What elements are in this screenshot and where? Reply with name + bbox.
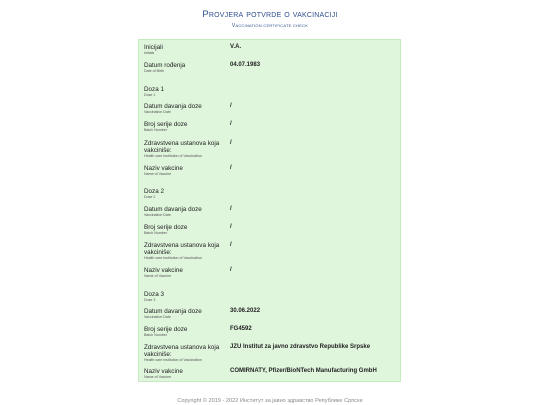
page-header [0, 0, 540, 29]
vaccine-sublabel: Name of Vaccine [144, 172, 172, 176]
initials-label: Inicijali [144, 44, 163, 51]
dose-2-vaccine-row [144, 267, 395, 279]
date-label: Datum davanja doze [144, 308, 202, 315]
batch-sublabel: Batch Number [144, 333, 167, 337]
institution-value: / [230, 140, 232, 146]
institution-value: JZU Institut za javno zdravstvo Republike Srpske [230, 344, 371, 350]
dose-1-institution-row [144, 140, 395, 159]
date-sublabel: Vaccination Date [144, 315, 171, 319]
initials-sublabel: Initials [144, 51, 155, 55]
date-label: Datum davanja doze [144, 103, 202, 110]
dob-sublabel: Date of Birth [144, 69, 164, 73]
vaccine-sublabel: Name of Vaccine [144, 375, 172, 379]
dose-3-batch-row [144, 326, 395, 338]
vaccine-value: COMIRNATY, Pfizer/BioNTech Manufacturing GmbH [230, 368, 377, 374]
dose-2-sublabel: Dose 2 [144, 195, 156, 199]
date-value: 30.06.2022 [230, 308, 261, 314]
initials-row [144, 44, 395, 56]
dose-3-sublabel: Dose 3 [144, 298, 156, 302]
dose-1-sublabel: Dose 1 [144, 93, 156, 97]
dose-1-vaccine-row [144, 165, 395, 177]
dose-3-heading [144, 291, 395, 303]
dose-3-date-row [144, 308, 395, 320]
batch-value: / [230, 224, 232, 230]
dose-1-batch-row [144, 121, 395, 133]
date-value: / [230, 206, 232, 212]
certificate-panel [138, 39, 401, 382]
vaccine-label: Naziv vakcine [144, 267, 183, 274]
footer-copyright: Copyright © 2019 - 2022 Институт за јавно здравство Републике Српске [177, 398, 363, 404]
institution-sublabel: Health care institution of Vaccination [144, 154, 202, 158]
dose-1-label: Doza 1 [144, 86, 164, 93]
vaccine-label: Naziv vakcine [144, 368, 183, 375]
dose-2-label: Doza 2 [144, 188, 164, 195]
institution-label: Zdravstvena ustanova koja vakciniše: [144, 140, 220, 154]
institution-value: / [230, 242, 232, 248]
dose-1-date-row [144, 103, 395, 115]
dose-1-heading [144, 86, 395, 98]
page-title: Provjera potvrde o vakcinaciji [202, 9, 338, 20]
batch-label: Broj serije doze [144, 326, 188, 333]
initials-value: V.A. [230, 44, 242, 50]
dose-2-date-row [144, 206, 395, 218]
batch-sublabel: Batch Number [144, 128, 167, 132]
date-sublabel: Vaccination Date [144, 213, 171, 217]
vaccine-value: / [230, 267, 232, 273]
dose-3-label: Doza 3 [144, 291, 164, 298]
batch-value: FG4592 [230, 326, 252, 332]
batch-value: / [230, 121, 232, 127]
institution-sublabel: Health care institution of Vaccination [144, 358, 202, 362]
dose-3-vaccine-row [144, 368, 395, 380]
batch-sublabel: Batch Number [144, 231, 167, 235]
dose-3-institution-row [144, 344, 395, 363]
date-value: / [230, 103, 232, 109]
vaccine-sublabel: Name of Vaccine [144, 274, 172, 278]
dose-2-heading [144, 188, 395, 200]
dob-row [144, 62, 395, 74]
institution-sublabel: Health care institution of Vaccination [144, 256, 202, 260]
institution-label: Zdravstvena ustanova koja vakciniše: [144, 242, 220, 256]
date-label: Datum davanja doze [144, 206, 202, 213]
vaccine-label: Naziv vakcine [144, 165, 183, 172]
batch-label: Broj serije doze [144, 121, 188, 128]
dob-label: Datum rođenja [144, 62, 186, 69]
dose-2-institution-row [144, 242, 395, 261]
vaccine-value: / [230, 165, 232, 171]
dob-value: 04.07.1983 [230, 62, 261, 68]
batch-label: Broj serije doze [144, 224, 188, 231]
date-sublabel: Vaccination Date [144, 110, 171, 114]
page-subtitle: Vaccination certificate check [231, 23, 309, 29]
dose-2-batch-row [144, 224, 395, 236]
institution-label: Zdravstvena ustanova koja vakciniše: [144, 344, 220, 358]
